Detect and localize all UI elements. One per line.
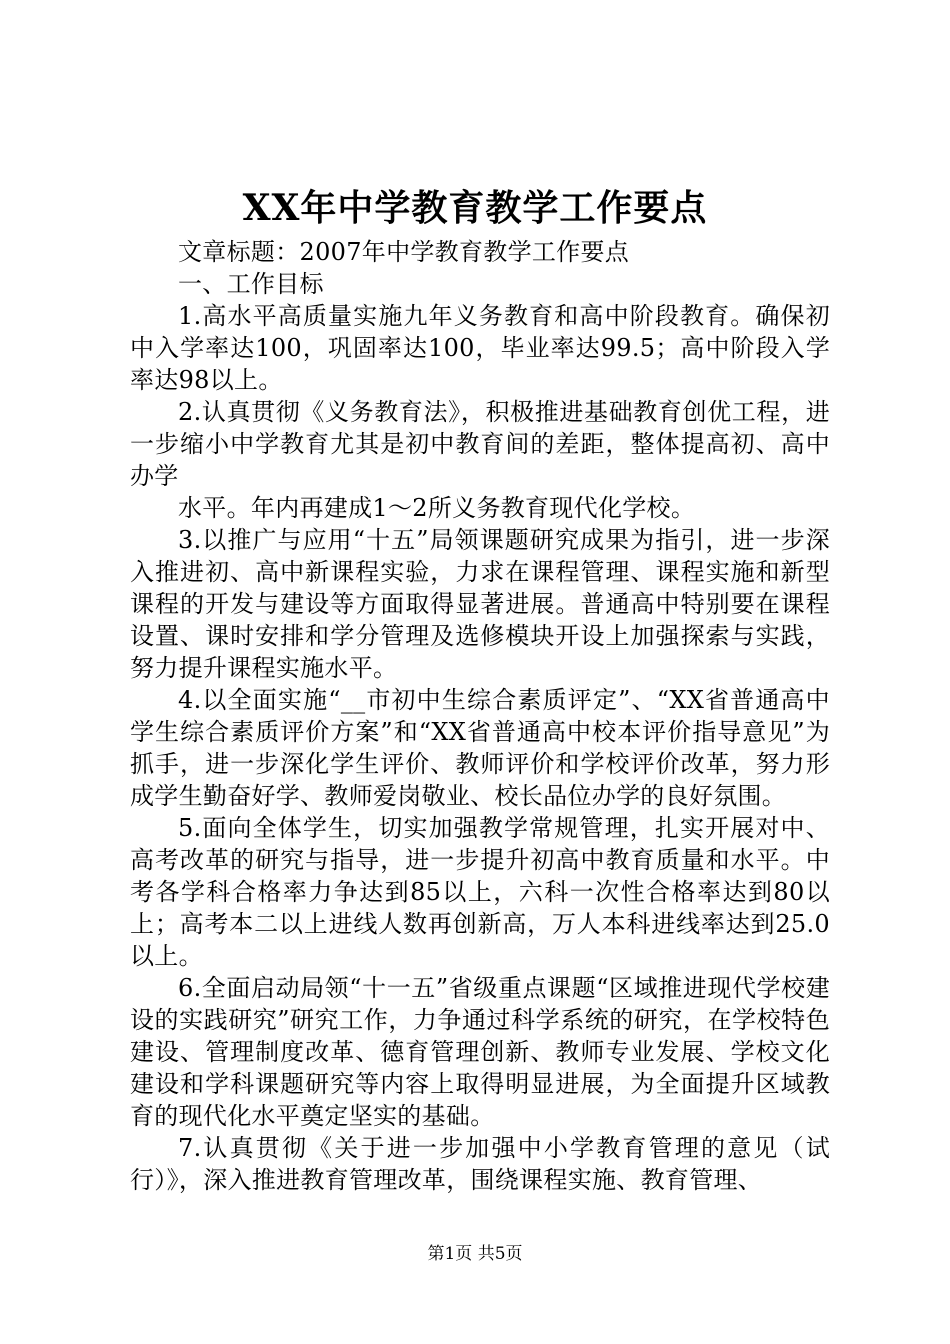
paragraph-item-2: 2.认真贯彻《义务教育法》，积极推进基础教育创优工程，进一步缩小中学教育尤其是初中教育间的差距，整体提高初、高中办学	[130, 398, 830, 490]
paragraph-item-5: 5.面向全体学生，切实加强教学常规管理，扎实开展对中、高考改革的研究与指导，进一步提升初高中教育质量和水平。中考各学科合格率力争达到85以上，六科一次性合格率达到80以上；高考本二以上进线人数再创新高，万人本科进线率达到25.0以上。	[130, 814, 830, 970]
page-number-footer: 第1页 共5页	[427, 1244, 523, 1264]
paragraph-item-3: 3.以推广与应用“十五”局领课题研究成果为指引，进一步深入推进初、高中新课程实验，力求在课程管理、课程实施和新型课程的开发与建设等方面取得显著进展。普通高中特别要在课程设置、课时安排和学分管理及选修模块开设上加强探索与实践，努力提升课程实施水平。	[130, 526, 830, 682]
paragraph-item-6: 6.全面启动局领“十一五”省级重点课题“区域推进现代学校建设的实践研究”研究工作，力争通过科学系统的研究，在学校特色建设、管理制度改革、德育管理创新、教师专业发展、学校文化建设和学科课题研究等内容上取得明显进展，为全面提升区域教育的现代化水平奠定坚实的基础。	[130, 974, 830, 1130]
document-title: XX年中学教育教学工作要点	[242, 187, 708, 229]
paragraph-item-1: 1.高水平高质量实施九年义务教育和高中阶段教育。确保初中入学率达100，巩固率达100，毕业率达99.5；高中阶段入学率达98以上。	[130, 302, 830, 394]
paragraph-item-2-continued: 水平。年内再建成1～2所义务教育现代化学校。	[178, 494, 696, 522]
paragraph-article-title: 文章标题：2007年中学教育教学工作要点	[178, 238, 630, 266]
document-body	[130, 236, 830, 1196]
paragraph-item-4: 4.以全面实施“__市初中生综合素质评定”、“XX省普通高中学生综合素质评价方案”和“XX省普通高中校本评价指导意见”为抓手，进一步深化学生评价、教师评价和学校评价改革，努力形成学生勤奋好学、教师爱岗敬业、校长品位办学的良好氛围。	[130, 686, 830, 810]
paragraph-section-heading: 一、工作目标	[178, 270, 324, 298]
paragraph-item-7: 7.认真贯彻《关于进一步加强中小学教育管理的意见（试行）》，深入推进教育管理改革，围绕课程实施、教育管理、	[130, 1134, 830, 1194]
